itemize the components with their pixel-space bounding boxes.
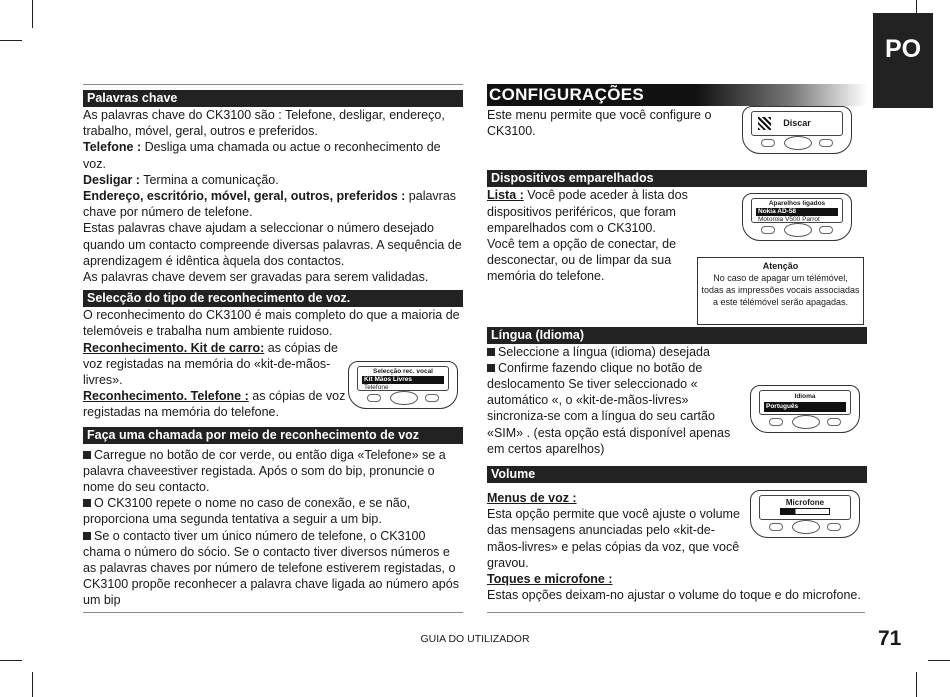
section-header-voice-call: Faça uma chamada por meio de reconhecimento de voz bbox=[83, 427, 463, 444]
device-button bbox=[769, 523, 783, 531]
device-button bbox=[367, 394, 381, 402]
device-screen bbox=[751, 198, 843, 223]
language-tab: PO bbox=[873, 13, 933, 108]
bullet-text: Carregue no botão de cor verde, ou então diga «Telefone» se a palavra chaveestiver registada. Após o som do bip, pronuncie o nome do seu contacto. bbox=[83, 447, 446, 495]
section-header-voice-type: Selecção do tipo de reconhecimento de voz. bbox=[83, 290, 463, 307]
bullet-text: Seleccione a língua (idioma) desejada bbox=[498, 344, 710, 359]
paragraph bbox=[83, 188, 463, 220]
bullet-item bbox=[83, 528, 463, 609]
section-header-paired: Dispositivos emparelhados bbox=[487, 170, 867, 187]
definition: Termina a comunicação. bbox=[139, 172, 279, 187]
device-screen bbox=[357, 366, 449, 391]
bullet-item bbox=[83, 447, 463, 496]
bullet-text: O CK3100 repete o nome no caso de conexão, e se não, proporciona uma segunda tentativa a seguir a um bip. bbox=[83, 496, 411, 527]
intro-text: Este menu permite que você configure o CK3100. bbox=[487, 108, 712, 139]
device-knob bbox=[784, 136, 812, 150]
top-rule-left bbox=[83, 84, 463, 85]
device-knob bbox=[390, 391, 418, 405]
bullet-item bbox=[487, 344, 867, 360]
term: Endereço, escritório, móvel, geral, outros, preferidos : bbox=[83, 189, 406, 204]
device-illustration-dial bbox=[742, 106, 852, 154]
device-screen bbox=[759, 390, 851, 415]
paragraph bbox=[83, 388, 348, 420]
device-button bbox=[827, 418, 841, 426]
device-screen bbox=[759, 495, 851, 520]
definition: Desliga uma chamada ou actue o reconhecimento de voz. bbox=[83, 140, 441, 171]
term: Desligar : bbox=[83, 172, 140, 187]
paragraph bbox=[83, 172, 463, 188]
device-illustration-language bbox=[750, 385, 860, 433]
term: Lista : bbox=[487, 188, 524, 203]
screen-selected-row: Kit Mãos Livres bbox=[362, 376, 444, 384]
device-button bbox=[819, 139, 833, 147]
device-button bbox=[769, 418, 783, 426]
screen-title: Aparelhos ligados bbox=[768, 200, 826, 207]
device-illustration-mic bbox=[750, 490, 860, 538]
device-button bbox=[425, 394, 439, 402]
screen-row: Motorola V500 Parrot bbox=[758, 216, 820, 223]
paragraph bbox=[83, 340, 348, 389]
device-illustration-voice bbox=[348, 361, 458, 409]
bullet-item bbox=[487, 360, 747, 457]
screen-title: Discar bbox=[783, 118, 811, 128]
bullet-icon bbox=[487, 348, 495, 356]
bullet-icon bbox=[83, 451, 91, 459]
device-button bbox=[827, 523, 841, 531]
footer-guide: GUIA DO UTILIZADOR bbox=[420, 633, 530, 645]
paragraph: As palavras chave do CK3100 são : Telefone, desligar, endereço, trabalho, móvel, geral, outros e preferidos. bbox=[83, 108, 445, 139]
paragraph: O reconhecimento do CK3100 é mais completo do que a maioria de telemóveis e trabalha num ambiente ruidoso. bbox=[83, 308, 460, 339]
term: Toques e microfone : bbox=[487, 572, 613, 587]
screen-title: Microfone bbox=[785, 498, 825, 507]
paired-text bbox=[487, 187, 727, 284]
screen-selected-row: Português bbox=[764, 402, 846, 412]
definition: Você pode aceder à lista dos dispositivos periféricos, que foram emparelhados com o CK3100. bbox=[487, 188, 688, 235]
term: Reconhecimento. Telefone : bbox=[83, 389, 249, 404]
bullet-item bbox=[83, 495, 463, 527]
device-knob bbox=[792, 520, 820, 534]
definition: palavras chave por número de telefone. bbox=[83, 189, 457, 220]
crop-mark bbox=[916, 672, 917, 697]
warning-title: Atenção bbox=[762, 261, 799, 271]
page-number: 71 bbox=[878, 627, 902, 650]
paragraph bbox=[487, 187, 727, 236]
paragraph: Esta opção permite que você ajuste o volume das mensagens anunciadas pelo «kit-de-mãos-livres» e pelas cópias da voz, que você gravou. bbox=[487, 507, 740, 570]
paragraph: Você tem a opção de conectar, de desconectar, ou de limpar da sua memória do telefone. bbox=[487, 237, 677, 284]
section-title-configuracoes: CONFIGURAÇÕES bbox=[487, 84, 867, 106]
device-illustration-paired bbox=[742, 193, 852, 241]
screen-row: Telefone bbox=[364, 384, 389, 391]
bullet-text: Confirme fazendo clique no botão de deslocamento Se tiver seleccionado « automático «, o «kit-de-mãos-livres» sincroniza-se com a língua do seu cartão «SIM» . (esta opção está disponível apenas em certos aparelhos) bbox=[487, 360, 731, 456]
dial-icon bbox=[758, 117, 771, 130]
device-knob bbox=[784, 223, 812, 237]
bottom-rule-right bbox=[487, 612, 865, 613]
crop-mark bbox=[928, 660, 950, 661]
section-header-keywords: Palavras chave bbox=[83, 90, 463, 107]
paragraph: Estas palavras chave ajudam a seleccionar o número desejado quando um contacto compreende diversas palavras. A sequência de aprendizagem é idêntica àquela dos contactos. bbox=[83, 221, 462, 268]
screen-selected-row: Nokia AD-58 bbox=[756, 208, 838, 216]
bullet-icon bbox=[83, 499, 91, 507]
bullet-text: Se o contacto tiver um único número de telefone, o CK3100 chama o número do sócio. Se o contacto tiver diversos números e as palavras chaves por número de telefone estiverem registadas, o CK3100 propõe reconhecer a palavra chave ligada ao número após um bip bbox=[83, 528, 459, 608]
section-header-language: Língua (Idioma) bbox=[487, 327, 867, 344]
definition: as cópias de voz registadas na memória do «kit-de-mãos-livres». bbox=[83, 340, 338, 388]
bullet-icon bbox=[83, 532, 91, 540]
warning-text: No caso de apagar um télémóvel, todas as impressões vocais associadas a este télémóvel serão apagadas. bbox=[701, 273, 860, 307]
device-knob bbox=[792, 415, 820, 429]
device-button bbox=[761, 139, 775, 147]
term: Reconhecimento. Kit de carro: bbox=[83, 340, 265, 355]
paragraph bbox=[83, 139, 463, 171]
paragraph: As palavras chave devem ser gravadas para serem validadas. bbox=[83, 270, 429, 285]
volume-bar bbox=[780, 508, 830, 515]
keywords-text bbox=[83, 107, 463, 285]
paragraph: Estas opções deixam-no ajustar o volume do toque e do microfone. bbox=[487, 588, 861, 603]
left-column bbox=[83, 90, 463, 609]
crop-mark bbox=[0, 660, 22, 661]
term: Menus de voz : bbox=[487, 491, 577, 506]
crop-mark bbox=[0, 40, 22, 41]
definition: as cópias de voz registadas na memória do telefone. bbox=[83, 389, 346, 420]
voice-call-text bbox=[83, 447, 463, 609]
section-header-volume: Volume bbox=[487, 466, 867, 483]
device-button bbox=[761, 226, 775, 234]
device-screen bbox=[751, 111, 843, 136]
screen-title: Idioma bbox=[794, 393, 816, 400]
device-button bbox=[819, 226, 833, 234]
term: Telefone : bbox=[83, 140, 142, 155]
bottom-rule-left bbox=[83, 612, 463, 613]
crop-mark bbox=[32, 0, 33, 28]
bullet-icon bbox=[487, 364, 495, 372]
warning-box bbox=[697, 257, 864, 325]
crop-mark bbox=[32, 672, 33, 697]
screen-title: Selecção rec. vocal bbox=[373, 368, 433, 375]
